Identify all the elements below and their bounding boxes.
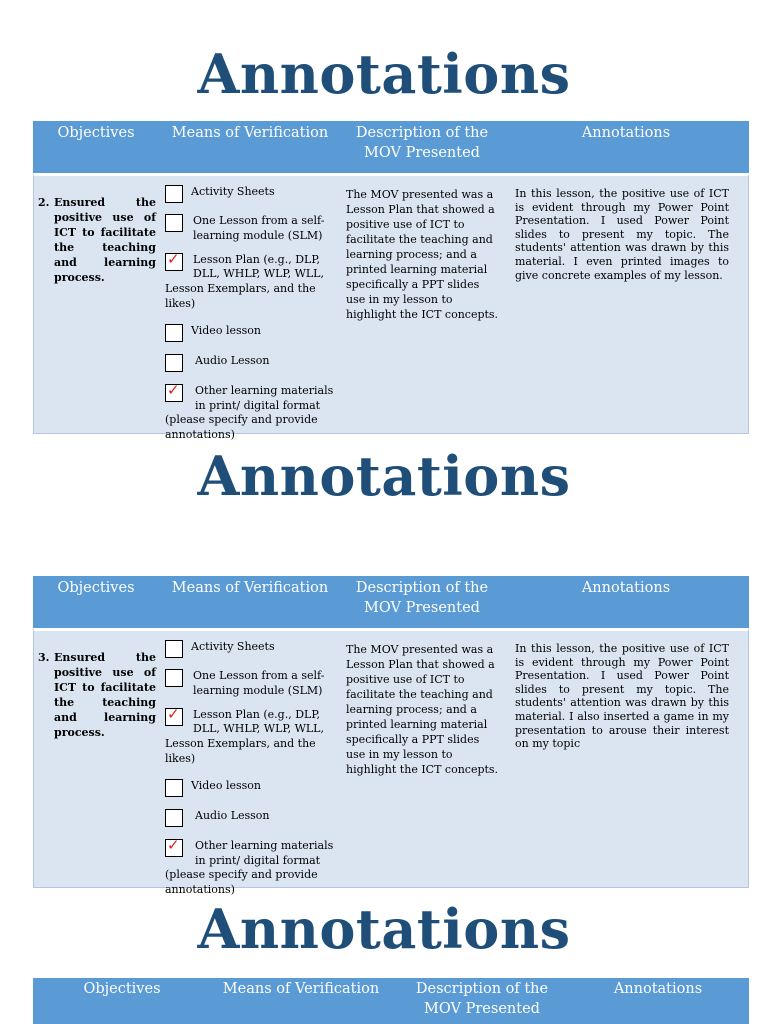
mov-item-slm [165, 214, 335, 244]
objective-text: Ensured the positive use of ICT to facilitate the teaching and learning process. [54, 196, 156, 284]
table-header [33, 576, 749, 628]
mov-item-label: Video lesson [191, 778, 261, 792]
checkbox[interactable] [165, 324, 183, 342]
mov-item-label: Other learning materials in print/ digital format (please specify and provide annotations) [165, 383, 334, 442]
checkmark-icon: ✓ [167, 380, 180, 399]
mov-item-audio-lesson [165, 809, 335, 827]
header-means-of-verification: Means of Verification [171, 580, 329, 596]
checkbox[interactable] [165, 185, 183, 203]
mov-item-other-materials [165, 380, 335, 443]
mov-item-label: Audio Lesson [195, 353, 270, 367]
mov-description: The MOV presented was a Lesson Plan that showed a positive use of ICT to facilitate the teaching and learning process; and a printed learning material specifically a PPT slides use in my lesson to highlight the ICT concepts. [346, 188, 499, 321]
checkmark-icon: ✓ [167, 704, 180, 723]
table-header [33, 121, 749, 173]
header-description: Description of the MOV Presented [355, 125, 489, 161]
mov-item-activity-sheets [165, 185, 335, 203]
annotation-text: In this lesson, the positive use of ICT is evident through my Power Point Presentation. I used Power Point slides to present my topic. The students' attention was drawn by this material. I also inserted a game in my presentation to arouse their interest on my topic [515, 642, 729, 751]
section-title: Annotations [197, 444, 571, 508]
annotation-text: In this lesson, the positive use of ICT is evident through my Power Point Presentation. I used Power Point slides to present my topic. The students' attention was drawn by this material. I even printed images to give concrete examples of my lesson. [515, 187, 729, 282]
mov-item-label: Audio Lesson [195, 808, 270, 822]
mov-item-label: Lesson Plan (e.g., DLP, DLL, WHLP, WLP, WLL, Lesson Exemplars, and the likes) [165, 707, 324, 765]
section-title: Annotations [197, 42, 571, 106]
mov-item-audio-lesson [165, 354, 335, 372]
mov-item-label: One Lesson from a self-learning module (SLM) [193, 669, 325, 697]
table-header [33, 978, 749, 1024]
table-row [33, 628, 749, 897]
header-annotations: Annotations [581, 125, 671, 141]
checkbox[interactable] [165, 249, 183, 271]
checkbox[interactable] [165, 640, 183, 658]
header-description: Description of the MOV Presented [355, 580, 489, 616]
mov-item-video-lesson [165, 324, 335, 342]
checkbox[interactable] [165, 779, 183, 797]
checkbox[interactable] [165, 354, 183, 372]
objective-number: 2. [38, 196, 50, 209]
mov-item-label: Activity Sheets [191, 640, 275, 653]
checkbox[interactable] [165, 669, 183, 687]
mov-table [33, 978, 749, 1024]
objective-number: 3. [38, 651, 50, 664]
mov-item-video-lesson [165, 779, 335, 797]
checkbox[interactable] [165, 809, 183, 827]
header-description: Description of the MOV Presented [415, 981, 549, 1017]
mov-table [33, 576, 749, 897]
table-row [33, 173, 749, 442]
objective-cell [38, 195, 156, 285]
header-means-of-verification: Means of Verification [222, 981, 380, 997]
mov-item-lesson-plan [165, 704, 335, 767]
mov-item-other-materials [165, 835, 335, 898]
objective-text: Ensured the positive use of ICT to facilitate the teaching and learning process. [54, 651, 156, 739]
mov-description: The MOV presented was a Lesson Plan that showed a positive use of ICT to facilitate the teaching and learning process; and a printed learning material specifically a PPT slides use in my lesson to highlight the ICT concepts. [346, 643, 499, 776]
mov-item-activity-sheets [165, 640, 335, 658]
mov-item-label: Video lesson [191, 323, 261, 337]
mov-checklist [165, 185, 335, 453]
mov-item-label: Other learning materials in print/ digital format (please specify and provide annotations) [165, 838, 334, 897]
section-title: Annotations [197, 897, 571, 961]
header-objectives: Objectives [83, 981, 161, 997]
header-objectives: Objectives [57, 580, 135, 596]
checkbox[interactable] [165, 380, 183, 402]
checkbox[interactable] [165, 835, 183, 857]
checkmark-icon: ✓ [167, 835, 180, 854]
mov-item-label: One Lesson from a self-learning module (SLM) [193, 214, 325, 242]
mov-table [33, 121, 749, 442]
mov-item-label: Activity Sheets [191, 185, 275, 198]
header-objectives: Objectives [57, 125, 135, 141]
mov-item-label: Lesson Plan (e.g., DLP, DLL, WHLP, WLP, WLL, Lesson Exemplars, and the likes) [165, 252, 324, 310]
checkbox[interactable] [165, 214, 183, 232]
header-means-of-verification: Means of Verification [171, 125, 329, 141]
mov-checklist [165, 640, 335, 908]
checkbox[interactable] [165, 704, 183, 726]
checkmark-icon: ✓ [167, 249, 180, 268]
header-annotations: Annotations [581, 580, 671, 596]
mov-item-lesson-plan [165, 249, 335, 312]
mov-item-slm [165, 669, 335, 699]
objective-cell [38, 650, 156, 740]
header-annotations: Annotations [613, 981, 703, 997]
